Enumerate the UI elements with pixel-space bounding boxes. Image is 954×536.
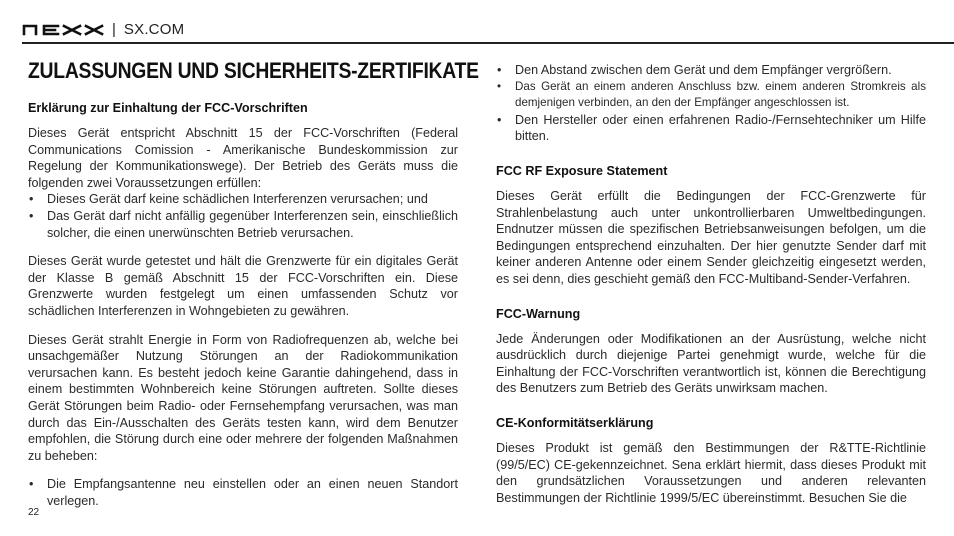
fcc-warning-heading: FCC-Warnung xyxy=(496,306,581,321)
rf-exposure-text: Dieses Gerät erfüllt die Bedingungen der FCC-Grenzwerte für Strahlenbelastung auch unter unkontrollierbaren Umweltbedingungen. Endnutzer müssen die spezifischen Betriebsanweisungen befolgen, um die Bedingungen entsprechend einzuhalten. Der hier genutzte Sender darf mit keiner anderen Antenne oder einem Sender gleichzeitig eingesetzt werden, es sei denn, dies geschieht gemäß den FCC-Multiband-Sender-Verfahren. xyxy=(496,188,926,286)
header-rule xyxy=(22,42,954,44)
fcc-compliance-heading: Erklärung zur Einhaltung der FCC-Vorschriften xyxy=(28,101,308,115)
page-header xyxy=(22,14,184,44)
fcc-warning-section xyxy=(496,306,926,397)
interference-text: Dieses Gerät strahlt Energie in Form von Radiofrequenzen ab, welche bei unsachgemäßer Nutzung Störungen an der Radiokommunikation verursachen kann. Es besteht jedoch keine Garantie dahingehend, dass in einem bestimmten Wohnbereich keine Störungen auftreten. Sollte dieses Gerät Störungen beim Radio- oder Fernsehempfang verursachen, was man durch das Ein-/Ausschalten des Geräts testen kann, wird dem Benutzer empfohlen, die Störung durch eine oder mehrere der folgenden Maßnahmen zu beheben: xyxy=(28,332,458,463)
right-column xyxy=(496,62,926,506)
page-title: ZULASSUNGEN UND SICHERHEITS-ZERTIFIKATE xyxy=(28,58,479,83)
list-item: • Das Gerät an einem anderen Anschluss bzw. einem anderen Stromkreis als demjenigen verbinden, an den der Empfänger angeschlossen ist. xyxy=(496,79,926,112)
ce-section xyxy=(496,415,926,506)
class-b-text: Dieses Gerät wurde getestet und hält die Grenzwerte für ein digitales Gerät der Klasse B gemäß Abschnitt 15 der FCC-Vorschriften ein. Diese Grenzwerte wurden festgelegt um einen umfassenden Schutz vor schädlichen Interferenzen in Wohngebieten zu gewähren. xyxy=(28,254,458,318)
nexx-logo xyxy=(22,22,106,36)
rf-exposure-section xyxy=(496,163,926,288)
fcc-warning-text: Jede Änderungen oder Modifikationen an der Ausrüstung, welche nicht ausdrücklich durch diejenige Partei genehmigt wurde, welche für die Einhaltung der FCC-Vorschriften verantwortlich ist, können die Berechtigung des Benutzers zum Betrieb des Geräts unwirksam machen. xyxy=(496,331,926,396)
list-item: • Das Gerät darf nicht anfällig gegenüber Interferenzen sein, einschließlich solcher, die einen unerwünschten Betrieb verursachen. xyxy=(28,208,458,241)
fcc-compliance-text: Dieses Gerät entspricht Abschnitt 15 der FCC-Vorschriften (Federal Communications Comission - Amerikanische Bundeskommission zur Regelung der Kommunikationswege). Der Betrieb des Geräts muss die folgenden zwei Voraussetzungen erfüllen: xyxy=(28,126,458,190)
nexx-logo-mark xyxy=(22,22,106,36)
list-item: • Den Hersteller oder einen erfahrenen Radio-/Fernsehtechniker um Hilfe bitten. xyxy=(496,112,926,145)
measure-list xyxy=(28,476,458,509)
page-number: 22 xyxy=(28,507,40,518)
left-column xyxy=(28,58,479,509)
condition-list xyxy=(28,191,458,241)
list-item: • Dieses Gerät darf keine schädlichen Interferenzen verursachen; und xyxy=(28,191,458,208)
ce-text: Dieses Produkt ist gemäß den Bestimmungen der R&TTE-Richtlinie (99/5/EC) CE-gekennzeichnet. Sena erklärt hiermit, dass dieses Produkt mit den grundsätzlichen Voraussetzungen und anderen relevanten Bestimmungen der Richtlinie 1999/5/EC übereinstimmt. Besuchen Sie die xyxy=(496,440,926,505)
ce-heading: CE-Konformitätserklärung xyxy=(496,415,654,430)
measure-list-continued xyxy=(496,62,926,145)
header-site: SX.COM xyxy=(123,20,185,38)
rf-exposure-heading: FCC RF Exposure Statement xyxy=(496,163,668,178)
list-item: • Die Empfangsantenne neu einstellen oder an einen neuen Standort verlegen. xyxy=(28,476,458,509)
header-separator: | xyxy=(112,20,116,38)
list-item: • Den Abstand zwischen dem Gerät und dem Empfänger vergrößern. xyxy=(496,62,926,79)
